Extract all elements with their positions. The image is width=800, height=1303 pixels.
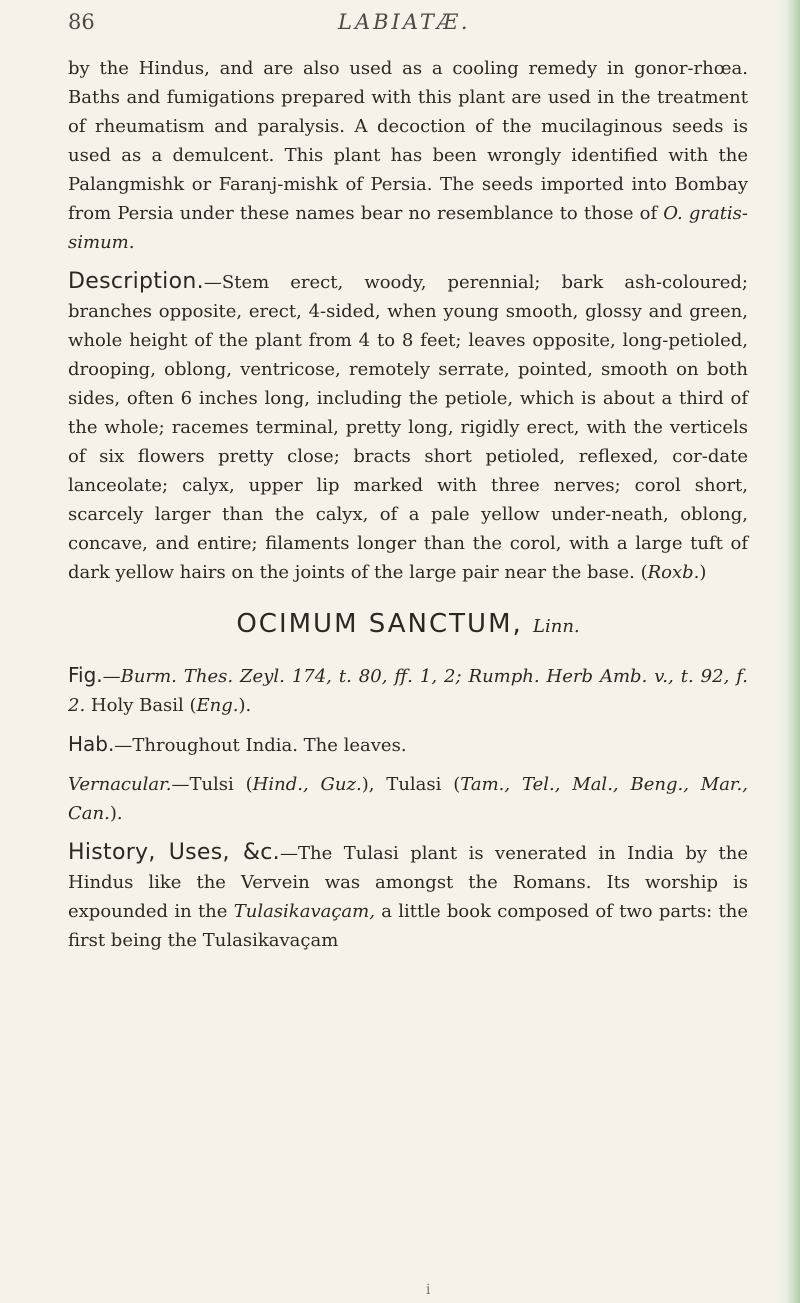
vernacular-heading: Vernacular. [68, 774, 172, 795]
species-heading [68, 609, 748, 639]
vernacular-text-3: ). [109, 803, 123, 824]
fig-end: ). [238, 695, 252, 716]
history-text-2: a little book composed of two parts: the first being the Tulasikavaçam [68, 901, 749, 951]
hab-text: —Throughout India. The leaves. [114, 735, 407, 756]
description-text: —Stem erect, woody, perennial; bark ash-coloured; branches opposite, erect, 4-sided, when young smooth, glossy and green, whole height of the plant from 4 to 8 feet; leaves opposite, long-petioled, drooping, oblong, ventricose, remotely serrate, pointed, smooth on both sides, often 6 inches long, including the petiole, which is about a third of the whole; racemes terminal, pretty long, rigidly erect, with the verticels of six flowers pretty close; bracts short petioled, reflexed, cor-date lanceolate; calyx, upper lip marked with three nerves; corol short, scarcely larger than the calyx, of a pale yellow under-neath, oblong, concave, and entire; filaments longer than the corol, with a large tuft of dark yellow hairs on the joints of the large pair near the base. ( [68, 272, 748, 583]
vernacular-paragraph [68, 770, 748, 828]
fig-ref-2: Rumph. Herb Amb. v., t. 92, f. 2. [68, 666, 749, 716]
fig-ref-1: —Burm. Thes. Zeyl. 174, t. 80, ff. 1, 2; [102, 666, 469, 687]
description-end: ) [699, 562, 707, 583]
fig-paragraph [68, 661, 748, 720]
page-body [68, 54, 748, 955]
species-authority: Linn. [533, 616, 580, 637]
description-citation: Roxb. [647, 562, 700, 583]
vernacular-langs-1: Hind., Guz. [252, 774, 362, 795]
history-paragraph [68, 838, 748, 955]
vernacular-langs-2: Tam., Tel., Mal., Beng., Mar., Can. [68, 774, 748, 824]
fig-lang: Eng. [196, 695, 239, 716]
hab-heading: Hab. [68, 732, 115, 756]
intro-end: . [128, 232, 135, 253]
page-edge [778, 0, 800, 1303]
intro-text: by the Hindus, and are also used as a cooling remedy in gonor-rhœa. Baths and fumigations prepared with this plant are used in the treatment of rheumatism and paralysis. A decoction of the mucilaginous seeds is used as a demulcent. This plant has been wrongly identified with the Palangmishk or Faranj-mishk of Persia. The seeds imported into Bombay from Persia under these names bear no resemblance to those of [68, 58, 748, 224]
vernacular-text-2: ), Tulasi ( [361, 774, 461, 795]
species-reference: O. gratis-simum [68, 203, 748, 253]
description-heading: Description. [68, 269, 204, 294]
vernacular-text-1: —Tulsi ( [171, 774, 253, 795]
page-header [68, 10, 748, 40]
footer-mark: i [426, 1282, 431, 1298]
fig-common-name: Holy Basil ( [85, 695, 197, 716]
history-text-1: —The Tulasi plant is venerated in India by the Hindus like the Vervein was amongst the Romans. Its worship is expounded in the [68, 843, 748, 922]
intro-paragraph [68, 54, 748, 257]
species-name: OCIMUM SANCTUM, [236, 609, 523, 639]
hab-paragraph [68, 730, 748, 760]
fig-heading: Fig. [68, 663, 103, 687]
page-number: 86 [68, 10, 95, 34]
running-head: LABIATÆ. [338, 10, 471, 34]
history-heading: History, Uses, &c. [68, 840, 280, 865]
description-paragraph [68, 267, 748, 587]
history-book-title: Tulasikavaçam, [233, 901, 375, 922]
